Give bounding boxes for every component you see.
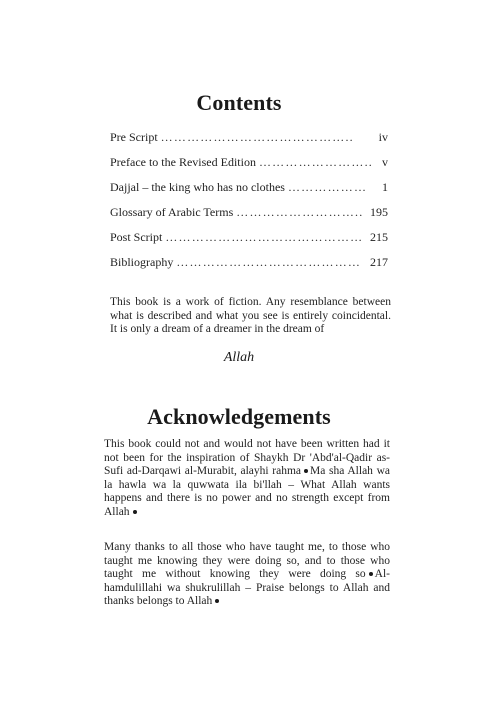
toc-entry-page: v <box>382 155 388 169</box>
toc-entry-label: Post Script <box>110 230 163 244</box>
toc-entry-label: Bibliography <box>110 255 174 269</box>
toc-entry-page: 217 <box>370 255 388 269</box>
acknowledgement-text: Ma sha Allah wa la hawla wa la quwwata ila bi'llah – What Allah wants happens and there is no power and no strength except from Allah <box>104 465 391 518</box>
toc-entry <box>110 180 388 205</box>
contents-heading: Contents <box>196 90 282 115</box>
toc-entry-label: Glossary of Arabic Terms <box>110 205 234 219</box>
toc-entry <box>110 230 388 255</box>
toc-entry-label: Preface to the Revised Edition <box>110 155 256 169</box>
toc-entry-page: 1 <box>382 180 388 194</box>
toc-leader-dots: …………………………………….. <box>160 130 354 144</box>
acknowledgement-text: Many thanks to all those who have taught me, to those who taught me knowing they were doing so, and to those who taught me without knowing they were doing so <box>104 541 390 581</box>
acknowledgement-text: Al-hamdulillahi wa shukrulillah – Praise belongs to Allah and thanks belongs to Allah <box>104 568 390 608</box>
toc-entry-page: 215 <box>370 230 388 244</box>
acknowledgement-paragraph <box>104 438 390 520</box>
bullet-separator <box>304 469 308 473</box>
toc-entry-page: 195 <box>370 205 388 219</box>
toc-entry-page: iv <box>378 130 388 144</box>
bullet-separator <box>215 599 219 603</box>
bullet-separator <box>133 510 137 514</box>
fiction-disclaimer: This book is a work of fiction. Any resemblance between what is described and what you see is entirely coincidental. It is only a dream of a dreamer in the dream of <box>110 296 391 336</box>
allah-calligraphy: Allah <box>223 350 255 365</box>
toc-leader-dots: ……………………………………… <box>165 230 364 244</box>
acknowledgements-heading: Acknowledgements <box>147 404 331 429</box>
toc-entry <box>110 155 388 180</box>
acknowledgement-text: This book could not and would not have been written had it not been for the inspiration of Shaykh Dr 'Abd'al-Qadir as-Sufi ad-Darqawi al-Murabit, alayhi rahma <box>104 438 390 478</box>
toc-entry-label: Dajjal – the king who has no clothes <box>110 180 285 194</box>
bullet-separator <box>369 572 373 576</box>
toc-leader-dots: ……………… <box>287 180 368 194</box>
table-of-contents <box>110 130 388 280</box>
toc-entry <box>110 255 388 280</box>
toc-leader-dots: …………………………………… <box>176 255 362 269</box>
acknowledgement-paragraph <box>104 541 390 609</box>
toc-entry-label: Pre Script <box>110 130 158 144</box>
toc-leader-dots: ……………………….. <box>236 205 364 219</box>
toc-leader-dots: …………………….. <box>258 155 373 169</box>
toc-entry <box>110 205 388 230</box>
toc-entry <box>110 130 388 155</box>
